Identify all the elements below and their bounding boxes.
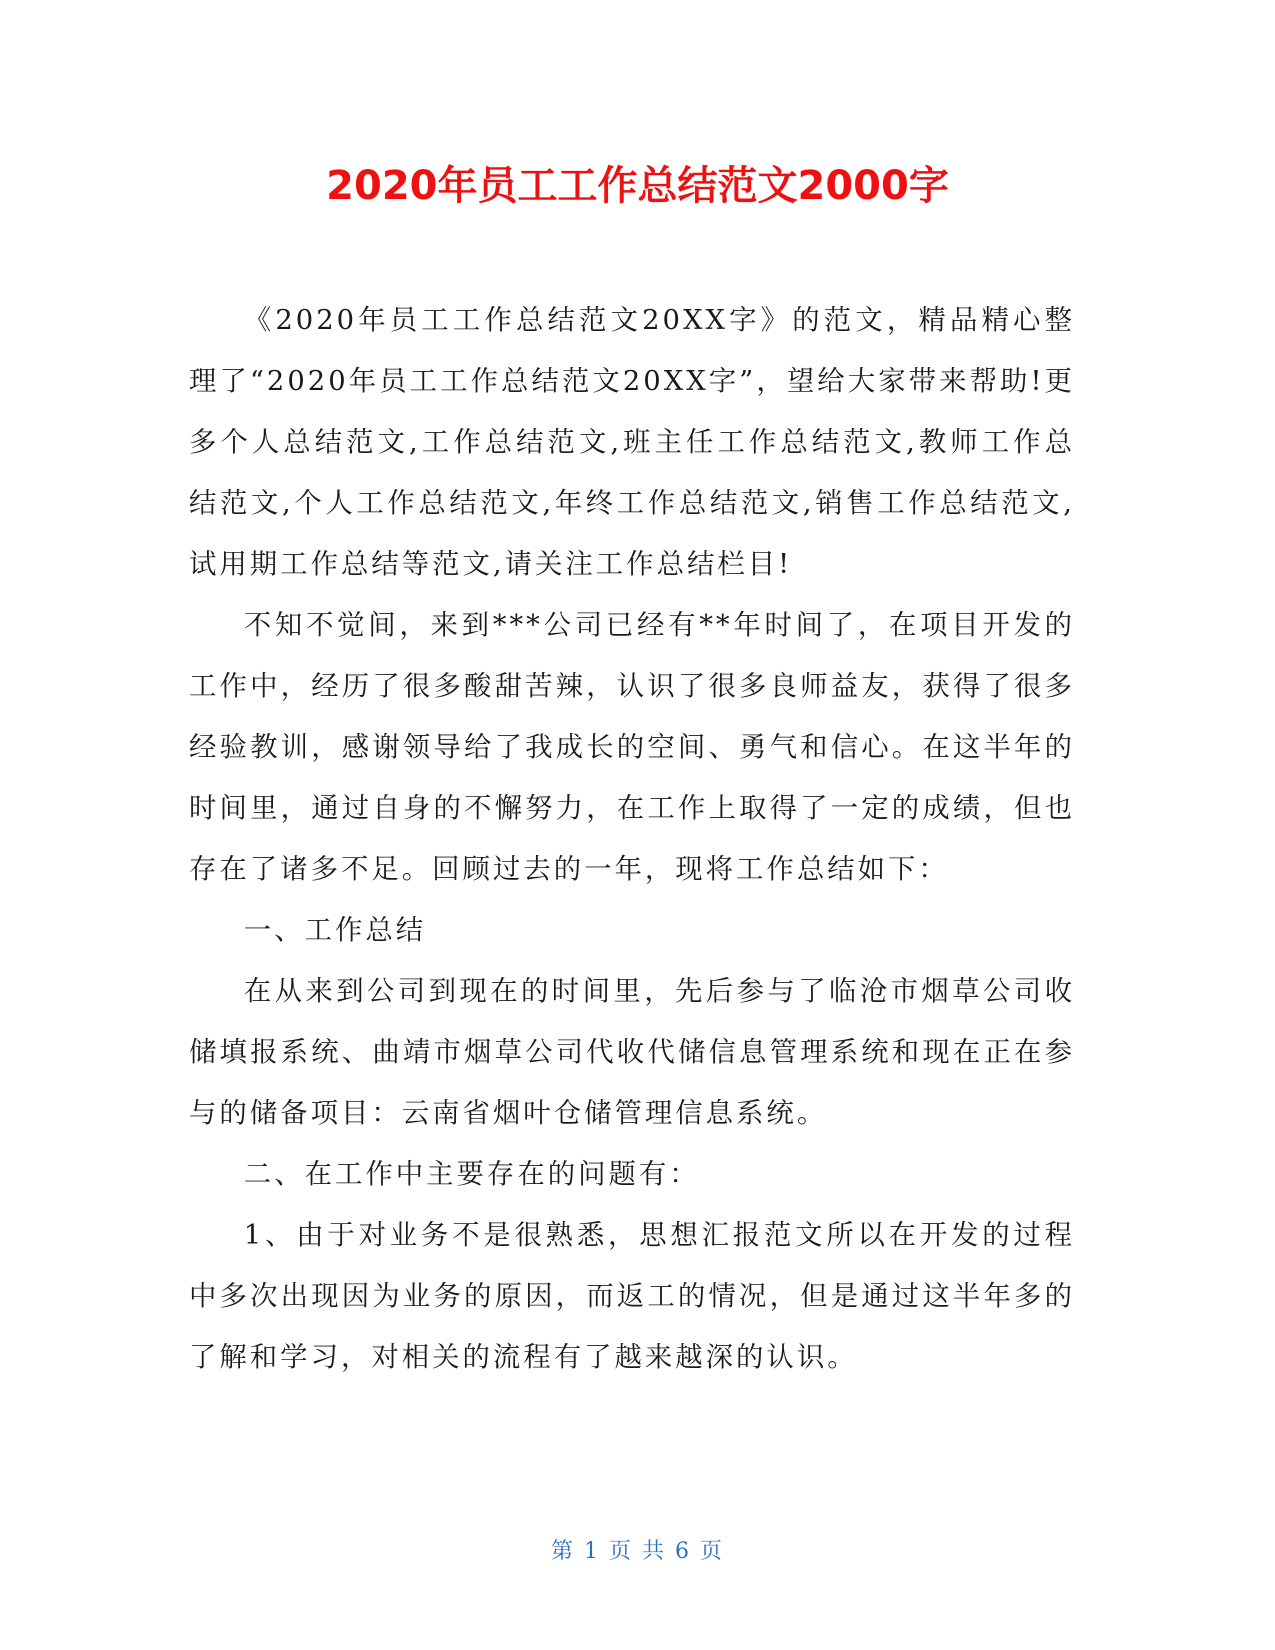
section-heading-problems: 二、在工作中主要存在的问题有： [243,1159,700,1190]
paragraph-intro: 《2020年员工工作总结范文20XX字》的范文，精品精心整理了“2020年员工工作总结范文20XX字”，望给大家带来帮助!更多个人总结范文,工作总结范文,班主任工作总结范文,教师工作总结范文,个人工作总结范文,年终工作总结范文,销售工作总结范文,试用期工作总结等范文,请关注工作总结栏目! [189,305,1075,580]
page-number-label: 第 1 页 共 6 页 [551,1539,724,1564]
paragraph-projects: 在从来到公司到现在的时间里，先后参与了临沧市烟草公司收储填报系统、曲靖市烟草公司代收代储信息管理系统和现在正在参与的储备项目：云南省烟叶仓储管理信息系统。 [189,976,1075,1129]
paragraph-opening: 不知不觉间，来到***公司已经有**年时间了，在项目开发的工作中，经历了很多酸甜苦辣，认识了很多良师益友，获得了很多经验教训，感谢领导给了我成长的空间、勇气和信心。在这半年的时间里，通过自身的不懈努力，在工作上取得了一定的成绩，但也存在了诸多不足。回顾过去的一年，现将工作总结如下： [189,610,1075,885]
section-heading-work-summary: 一、工作总结 [243,915,427,946]
document-title: 2020年员工工作总结范文2000字 [326,163,949,209]
paragraph-problem-1: 1、由于对业务不是很熟悉，思想汇报范文所以在开发的过程中多次出现因为业务的原因，而返工的情况，但是通过这半年多的了解和学习，对相关的流程有了越来越深的认识。 [189,1220,1075,1373]
page-footer [0,1537,1275,1567]
document-body [189,290,1075,1388]
